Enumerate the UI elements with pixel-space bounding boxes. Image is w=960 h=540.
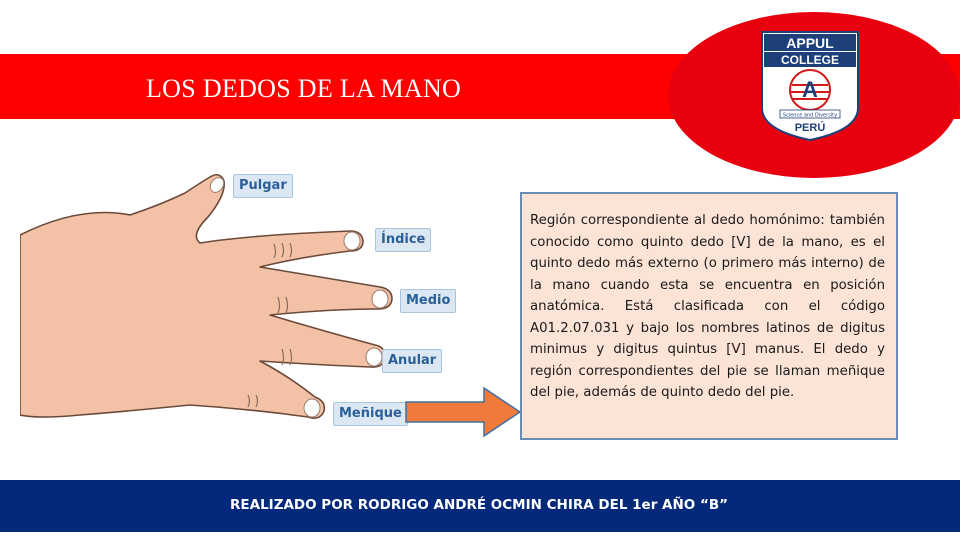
pointer-arrow [404,386,524,438]
logo-motto: Science and Diversity [782,112,838,119]
label-index: Índice [375,228,431,252]
logo-initial: A [802,77,818,102]
label-pinky: Meñique [333,402,408,426]
description-box [520,192,898,440]
description-text: Región correspondiente al dedo homónimo: también conocido como quinto dedo [V] de la mano, es el quinto dedo más externo (o primero más interno) de la mano cuando esta se encuentra en posición anatómica. Está clasificada con el código A01.2.07.031 y bajo los nombres latinos de digitus minimus y digitus quintus [V] manus. El dedo y región correspondientes del pie se llaman meñique del pie, además de quinto dedo del pie. [530,213,885,400]
footer-credit: REALIZADO POR RODRIGO ANDRÉ OCMIN CHIRA DEL 1er AÑO “B” [230,497,729,513]
label-ring: Anular [382,349,442,373]
label-middle: Medio [400,289,456,313]
logo-line1: APPUL [786,35,834,51]
label-thumb: Pulgar [233,174,293,198]
page-title: LOS DEDOS DE LA MANO [146,74,462,103]
appul-college-logo [758,30,862,142]
logo-line2: COLLEGE [780,53,840,67]
logo-country: PERÚ [794,122,826,134]
